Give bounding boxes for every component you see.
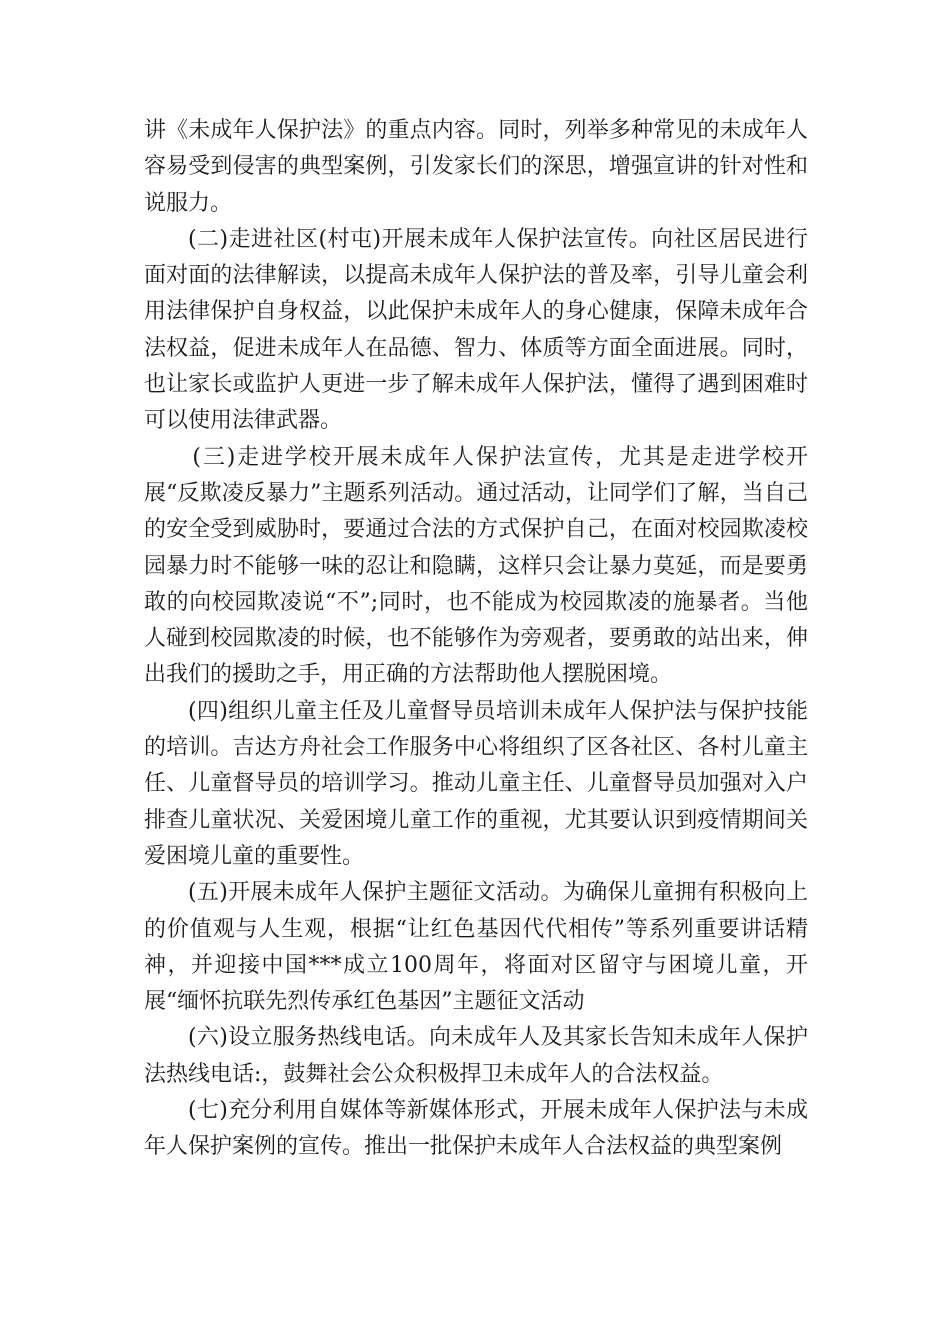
paragraph-continuation: 讲《未成年人保护法》的重点内容。同时，列举多种常见的未成年人容易受到侵害的典型案例，引发家长们的深思，增强宣讲的针对性和说服力。 <box>144 118 808 216</box>
paragraph-media: (七)充分利用自媒体等新媒体形式，开展未成年人保护法与未成年人保护案例的宣传。推出一批保护未成年人合法权益的典型案例 <box>144 1098 808 1160</box>
document-body <box>144 113 808 1166</box>
paragraph-hotline: (六)设立服务热线电话。向未成年人及其家长告知未成年人保护法热线电话:，鼓舞社会公众积极捍卫未成年人的合法权益。 <box>144 1025 808 1087</box>
paragraph-training: (四)组织儿童主任及儿童督导员培训未成年人保护法与保护技能的培训。吉达方舟社会工作服务中心将组织了区各社区、各村儿童主任、儿童督导员的培训学习。推动儿童主任、儿童督导员加强对入户排查儿童状况、关爱困境儿童工作的重视，尤其要认识到疫情期间关爱困境儿童的重要性。 <box>144 698 808 869</box>
paragraph-community-outreach: (二)走进社区(村屯)开展未成年人保护法宣传。向社区居民进行面对面的法律解读，以提高未成年人保护法的普及率，引导儿童会利用法律保护自身权益，以此保护未成年人的身心健康，保障未成年合法权益，促进未成年人在品德、智力、体质等方面全面进展。同时，也让家长或监护人更进一步了解未成年人保护法，懂得了遇到困难时可以使用法律武器。 <box>144 226 808 434</box>
paragraph-school-outreach: (三)走进学校开展未成年人保护法宣传，尤其是走进学校开展“反欺凌反暴力”主题系列活动。通过活动，让同学们了解，当自己的安全受到威胁时，要通过合法的方式保护自己，在面对校园欺凌校园暴力时不能够一味的忍让和隐瞒，这样只会让暴力莫延，而是要勇敢的向校园欺凌说“不”;同时，也不能成为校园欺凌的施暴者。当他人碰到校园欺凌的时候，也不能够作为旁观者，要勇敢的站出来，伸出我们的援助之手，用正确的方法帮助他人摆脱困境。 <box>144 444 808 688</box>
paragraph-essay-contest: (五)开展未成年人保护主题征文活动。为确保儿童拥有积极向上的价值观与人生观，根据“让红色基因代代相传”等系列重要讲话精神，并迎接中国***成立100周年，将面对区留守与困境儿童，开展“缅怀抗联先烈传承红色基因”主题征文活动 <box>144 880 808 1015</box>
